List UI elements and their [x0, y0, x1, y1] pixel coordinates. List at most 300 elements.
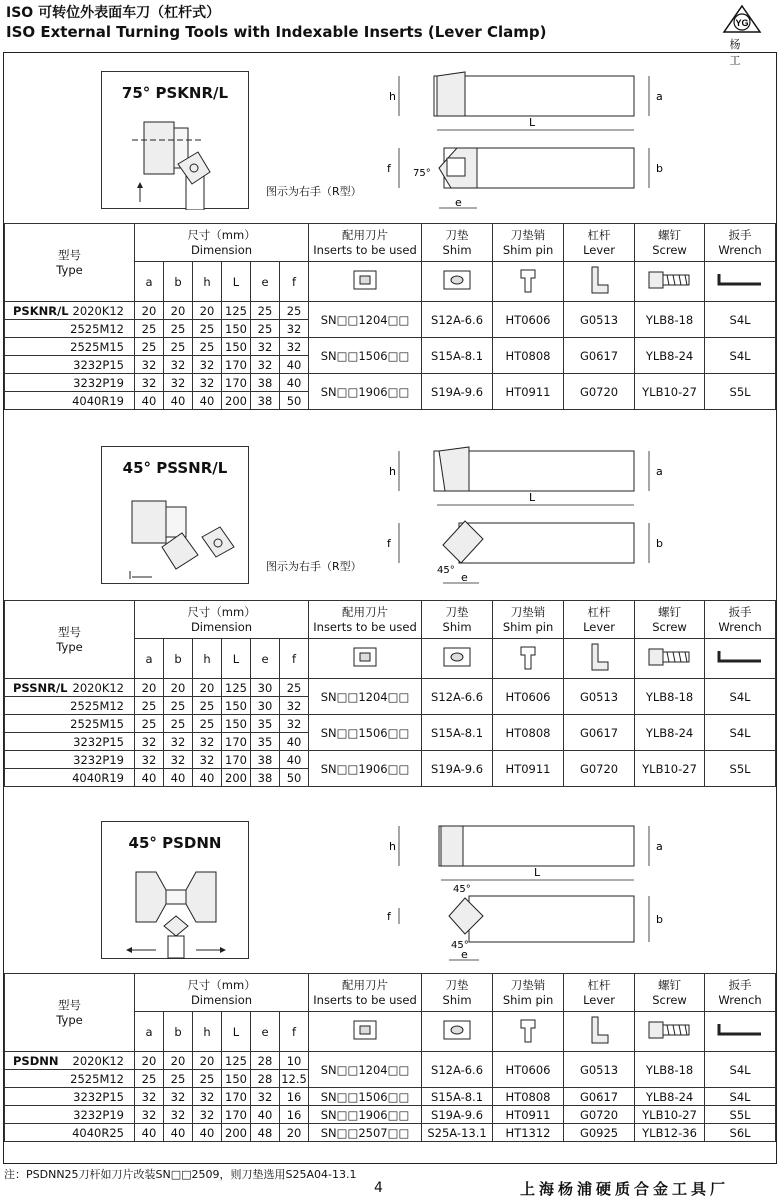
dim-col-f: f: [280, 1012, 309, 1052]
dim-col-L: L: [222, 262, 251, 302]
series-name: PSKNR/L: [13, 303, 69, 318]
dim-value: 32: [135, 374, 164, 392]
type-cell: 4040R25: [5, 1124, 135, 1142]
right-hand-note: 图示为右手（R型）: [266, 185, 362, 198]
dim-value: 20: [193, 1052, 222, 1070]
dim-value: 32: [164, 751, 193, 769]
dim-value: 40: [280, 751, 309, 769]
svg-text:f: f: [387, 162, 391, 175]
dim-value: 25: [193, 697, 222, 715]
type-cell: 2525M12: [5, 320, 135, 338]
dim-value: 25: [164, 697, 193, 715]
svg-text:f: f: [387, 537, 391, 550]
content-frame: [3, 52, 777, 1164]
table-row: [5, 1088, 776, 1106]
company-name: 上海杨浦硬质合金工具厂: [520, 1180, 730, 1198]
dim-col-e: e: [251, 262, 280, 302]
pin-value: HT0808: [493, 338, 564, 374]
screw-value: YLB8-18: [635, 302, 705, 338]
type-cell: 4040R19: [5, 769, 135, 787]
wrench-header: 扳手 Wrench: [705, 601, 776, 639]
dim-value: 32: [251, 338, 280, 356]
dim-value: 32: [135, 356, 164, 374]
illustration-box: [101, 71, 249, 209]
insert-image: [309, 639, 422, 679]
dim-value: 40: [164, 769, 193, 787]
right-hand-note: 图示为右手（R型）: [266, 560, 362, 573]
shim-pin-icon: [511, 266, 545, 294]
type-header: 型号 Type: [5, 601, 135, 679]
svg-text:a: a: [656, 465, 663, 478]
dim-value: 25: [135, 1070, 164, 1088]
pin-value: HT0606: [493, 302, 564, 338]
lever-icon: [582, 265, 616, 295]
dim-value: 25: [251, 320, 280, 338]
lever-icon: [582, 642, 616, 672]
dimension-header: 尺寸（mm） Dimension: [135, 974, 309, 1012]
screw-header: 螺钉 Screw: [635, 601, 705, 639]
dim-value: 32: [193, 374, 222, 392]
dim-col-h: h: [193, 1012, 222, 1052]
dim-col-L: L: [222, 639, 251, 679]
table-row: [5, 751, 776, 769]
wrench-image: [705, 639, 776, 679]
screw-header: 螺钉 Screw: [635, 224, 705, 262]
dim-value: 32: [280, 338, 309, 356]
section-psdnn-drawing: [4, 803, 775, 973]
dim-value: 28: [251, 1070, 280, 1088]
dim-value: 125: [222, 1052, 251, 1070]
section-pssnr-drawing: [4, 428, 775, 600]
dim-value: 20: [135, 1052, 164, 1070]
type-cell: 2525M12: [5, 1070, 135, 1088]
table-row: [5, 715, 776, 733]
shim-value: S12A-6.6: [422, 1052, 493, 1088]
pin-header: 刀垫销 Shim pin: [493, 974, 564, 1012]
insert-value: SN□□1506□□: [309, 715, 422, 751]
pin-image: [493, 262, 564, 302]
screw-image: [635, 1012, 705, 1052]
dim-value: 32: [280, 320, 309, 338]
dim-value: 20: [135, 679, 164, 697]
shim-value: S19A-9.6: [422, 374, 493, 410]
insert-header: 配用刀片 Inserts to be used: [309, 601, 422, 639]
dim-value: 40: [135, 769, 164, 787]
dim-value: 35: [251, 733, 280, 751]
type-cell: PSDNN 2020K12: [5, 1052, 135, 1070]
dim-value: 40: [193, 1124, 222, 1142]
dim-value: 38: [251, 751, 280, 769]
dim-value: 32: [164, 356, 193, 374]
type-header: 型号 Type: [5, 974, 135, 1052]
svg-text:b: b: [656, 162, 663, 175]
shim-icon: [440, 1018, 474, 1042]
dim-value: 200: [222, 392, 251, 410]
lever-icon: [582, 1015, 616, 1045]
wrench-image: [705, 262, 776, 302]
wrench-value: S4L: [705, 679, 776, 715]
dim-col-b: b: [164, 262, 193, 302]
dim-col-a: a: [135, 639, 164, 679]
spec-table-pssnr: [4, 600, 776, 787]
dim-value: 25: [251, 302, 280, 320]
dim-value: 40: [193, 769, 222, 787]
dim-value: 40: [164, 392, 193, 410]
type-cell: PSKNR/L 2020K12: [5, 302, 135, 320]
dim-value: 40: [280, 733, 309, 751]
dim-value: 20: [193, 302, 222, 320]
type-cell: 3232P15: [5, 733, 135, 751]
shim-image: [422, 262, 493, 302]
dim-value: 32: [135, 751, 164, 769]
wrench-value: S5L: [705, 751, 776, 787]
svg-text:45°: 45°: [437, 565, 455, 576]
dim-value: 170: [222, 733, 251, 751]
wrench-value: S4L: [705, 715, 776, 751]
insert-header: 配用刀片 Inserts to be used: [309, 224, 422, 262]
dim-value: 32: [164, 733, 193, 751]
dim-value: 25: [193, 715, 222, 733]
dim-value: 25: [164, 715, 193, 733]
dim-value: 150: [222, 697, 251, 715]
dim-value: 32: [193, 1106, 222, 1124]
shim-pin-icon: [511, 1016, 545, 1044]
screw-icon: [643, 1016, 697, 1044]
dim-value: 40: [135, 1124, 164, 1142]
svg-text:e: e: [455, 196, 462, 209]
dim-value: 200: [222, 769, 251, 787]
insert-image: [309, 262, 422, 302]
pin-value: HT0911: [493, 374, 564, 410]
type-cell: PSSNR/L 2020K12: [5, 679, 135, 697]
logo-triangle-icon: [722, 4, 762, 34]
illustration-box: [101, 446, 249, 584]
type-cell: 3232P15: [5, 1088, 135, 1106]
dim-value: 16: [280, 1088, 309, 1106]
screw-value: YLB10-27: [635, 374, 705, 410]
dim-col-b: b: [164, 639, 193, 679]
dim-value: 25: [164, 320, 193, 338]
dim-value: 28: [251, 1052, 280, 1070]
svg-text:h: h: [389, 840, 396, 853]
type-cell: 2525M15: [5, 715, 135, 733]
dim-value: 25: [280, 679, 309, 697]
insert-value: SN□□1906□□: [309, 374, 422, 410]
svg-text:L: L: [529, 491, 536, 504]
wrench-value: S4L: [705, 1052, 776, 1088]
dim-value: 25: [280, 302, 309, 320]
insert-value: SN□□1204□□: [309, 1052, 422, 1088]
illustration-box: [101, 821, 249, 959]
screw-value: YLB8-24: [635, 1088, 705, 1106]
lever-value: G0720: [564, 1106, 635, 1124]
shim-value: S12A-6.6: [422, 302, 493, 338]
section-psknr-drawing: [4, 53, 775, 223]
tool-usage-icon: [102, 822, 250, 960]
pin-image: [493, 1012, 564, 1052]
dim-value: 32: [193, 751, 222, 769]
dim-value: 38: [251, 374, 280, 392]
dim-value: 32: [251, 356, 280, 374]
screw-value: YLB8-18: [635, 1052, 705, 1088]
dim-value: 170: [222, 751, 251, 769]
tool-dimension-drawing: [379, 808, 679, 973]
dim-value: 125: [222, 679, 251, 697]
dim-value: 170: [222, 1088, 251, 1106]
dim-col-a: a: [135, 1012, 164, 1052]
lever-value: G0720: [564, 374, 635, 410]
dim-value: 32: [164, 1106, 193, 1124]
type-cell: 2525M15: [5, 338, 135, 356]
shim-header: 刀垫 Shim: [422, 974, 493, 1012]
dim-value: 25: [135, 715, 164, 733]
dim-value: 20: [164, 302, 193, 320]
wrench-value: S6L: [705, 1124, 776, 1142]
dim-value: 40: [164, 1124, 193, 1142]
wrench-image: [705, 1012, 776, 1052]
wrench-icon: [713, 1018, 767, 1042]
lever-image: [564, 639, 635, 679]
insert-value: SN□□1506□□: [309, 338, 422, 374]
svg-text:a: a: [656, 840, 663, 853]
section-title: 45° PSSNR/L: [122, 459, 228, 477]
dim-col-L: L: [222, 1012, 251, 1052]
lever-value: G0513: [564, 679, 635, 715]
dim-value: 25: [193, 1070, 222, 1088]
dim-value: 40: [251, 1106, 280, 1124]
series-name: PSDNN: [13, 1053, 59, 1068]
type-header: 型号 Type: [5, 224, 135, 302]
lever-value: G0720: [564, 751, 635, 787]
dim-value: 32: [280, 697, 309, 715]
dim-value: 50: [280, 392, 309, 410]
dim-value: 20: [193, 679, 222, 697]
wrench-header: 扳手 Wrench: [705, 224, 776, 262]
dim-value: 38: [251, 392, 280, 410]
logo-mark: YG: [735, 18, 749, 28]
dim-col-f: f: [280, 262, 309, 302]
footnote: 注：PSDNN25刀杆如刀片改装SN□□2509，则刀垫选用S25A04-13.1: [4, 1168, 357, 1181]
screw-value: YLB12-36: [635, 1124, 705, 1142]
dim-col-e: e: [251, 1012, 280, 1052]
dim-value: 40: [280, 356, 309, 374]
insert-value: SN□□1204□□: [309, 679, 422, 715]
dim-value: 35: [251, 715, 280, 733]
insert-value: SN□□1906□□: [309, 751, 422, 787]
section-title: 75° PSKNR/L: [121, 84, 229, 102]
dim-value: 40: [280, 374, 309, 392]
dim-value: 32: [164, 374, 193, 392]
pin-image: [493, 639, 564, 679]
pin-value: HT0808: [493, 715, 564, 751]
dim-value: 38: [251, 769, 280, 787]
dim-value: 30: [251, 697, 280, 715]
spec-table-psdnn: [4, 973, 776, 1142]
dim-value: 32: [135, 1106, 164, 1124]
dim-value: 20: [164, 679, 193, 697]
dim-value: 32: [251, 1088, 280, 1106]
pin-value: HT0606: [493, 679, 564, 715]
dim-value: 25: [193, 320, 222, 338]
insert-icon: [348, 268, 382, 292]
lever-image: [564, 1012, 635, 1052]
screw-icon: [643, 266, 697, 294]
tool-dimension-drawing: [379, 433, 679, 598]
shim-value: S15A-8.1: [422, 338, 493, 374]
shim-icon: [440, 268, 474, 292]
dim-value: 32: [280, 715, 309, 733]
screw-header: 螺钉 Screw: [635, 974, 705, 1012]
dim-value: 150: [222, 320, 251, 338]
lever-value: G0617: [564, 338, 635, 374]
table-row: [5, 1052, 776, 1070]
pin-header: 刀垫销 Shim pin: [493, 224, 564, 262]
dim-value: 32: [135, 733, 164, 751]
dim-value: 125: [222, 302, 251, 320]
insert-icon: [348, 645, 382, 669]
logo-text: 杨 工: [729, 38, 755, 67]
dim-value: 16: [280, 1106, 309, 1124]
table-row: [5, 1106, 776, 1124]
table-row: [5, 679, 776, 697]
svg-text:e: e: [461, 948, 468, 961]
shim-value: S15A-8.1: [422, 1088, 493, 1106]
type-cell: 3232P19: [5, 1106, 135, 1124]
lever-header: 杠杆 Lever: [564, 974, 635, 1012]
dim-value: 20: [164, 1052, 193, 1070]
svg-text:h: h: [389, 90, 396, 103]
svg-text:e: e: [461, 571, 468, 584]
lever-header: 杠杆 Lever: [564, 601, 635, 639]
dim-value: 200: [222, 1124, 251, 1142]
page-header: [6, 4, 776, 67]
dim-value: 32: [193, 356, 222, 374]
tool-usage-icon: [102, 72, 250, 210]
shim-image: [422, 1012, 493, 1052]
screw-image: [635, 262, 705, 302]
shim-value: S19A-9.6: [422, 751, 493, 787]
dim-value: 30: [251, 679, 280, 697]
wrench-header: 扳手 Wrench: [705, 974, 776, 1012]
svg-text:a: a: [656, 90, 663, 103]
pin-value: HT0606: [493, 1052, 564, 1088]
dim-col-f: f: [280, 639, 309, 679]
series-name: PSSNR/L: [13, 680, 68, 695]
dim-value: 25: [193, 338, 222, 356]
dim-value: 50: [280, 769, 309, 787]
insert-header: 配用刀片 Inserts to be used: [309, 974, 422, 1012]
screw-value: YLB10-27: [635, 1106, 705, 1124]
dim-value: 150: [222, 1070, 251, 1088]
screw-value: YLB8-18: [635, 679, 705, 715]
dim-value: 150: [222, 715, 251, 733]
wrench-value: S4L: [705, 338, 776, 374]
screw-value: YLB8-24: [635, 715, 705, 751]
dim-value: 12.5: [281, 1071, 307, 1086]
type-cell: 2525M12: [5, 697, 135, 715]
insert-value: SN□□1906□□: [309, 1106, 422, 1124]
dim-col-h: h: [193, 262, 222, 302]
dim-value: 10: [280, 1052, 309, 1070]
svg-text:b: b: [656, 537, 663, 550]
dim-value: 150: [222, 338, 251, 356]
dim-col-b: b: [164, 1012, 193, 1052]
svg-text:b: b: [656, 913, 663, 926]
wrench-value: S5L: [705, 1106, 776, 1124]
screw-icon: [643, 643, 697, 671]
shim-value: S19A-9.6: [422, 1106, 493, 1124]
dim-col-h: h: [193, 639, 222, 679]
dimension-header: 尺寸（mm） Dimension: [135, 224, 309, 262]
dim-value: 25: [135, 320, 164, 338]
wrench-value: S4L: [705, 1088, 776, 1106]
table-row: [5, 338, 776, 356]
type-cell: 3232P19: [5, 751, 135, 769]
svg-text:f: f: [387, 910, 391, 923]
lever-value: G0617: [564, 715, 635, 751]
dim-value: 25: [135, 697, 164, 715]
spec-table-psknr: [4, 223, 776, 410]
dim-value: 48: [251, 1124, 280, 1142]
table-row: [5, 1124, 776, 1142]
dim-value: 25: [135, 338, 164, 356]
pin-value: HT0911: [493, 1106, 564, 1124]
svg-text:L: L: [534, 866, 541, 879]
dim-value: 25: [164, 1070, 193, 1088]
dim-col-a: a: [135, 262, 164, 302]
type-cell: 3232P19: [5, 374, 135, 392]
dim-col-e: e: [251, 639, 280, 679]
title-en: ISO External Turning Tools with Indexable Inserts (Lever Clamp): [6, 23, 547, 41]
lever-header: 杠杆 Lever: [564, 224, 635, 262]
type-cell: 4040R19: [5, 392, 135, 410]
lever-value: G0617: [564, 1088, 635, 1106]
svg-text:h: h: [389, 465, 396, 478]
screw-value: YLB8-24: [635, 338, 705, 374]
dim-value: 40: [135, 392, 164, 410]
shim-pin-icon: [511, 643, 545, 671]
title-cn: ISO 可转位外表面车刀（杠杆式）: [6, 5, 221, 21]
svg-text:75°: 75°: [413, 168, 431, 179]
shim-header: 刀垫 Shim: [422, 601, 493, 639]
shim-value: S15A-8.1: [422, 715, 493, 751]
lever-value: G0513: [564, 302, 635, 338]
dim-value: 20: [135, 302, 164, 320]
pin-header: 刀垫销 Shim pin: [493, 601, 564, 639]
svg-text:L: L: [529, 116, 536, 129]
insert-icon: [348, 1018, 382, 1042]
svg-text:45°: 45°: [451, 940, 469, 951]
wrench-value: S4L: [705, 302, 776, 338]
shim-value: S25A-13.1: [422, 1124, 493, 1142]
pin-value: HT1312: [493, 1124, 564, 1142]
table-row: [5, 302, 776, 320]
shim-value: S12A-6.6: [422, 679, 493, 715]
tool-usage-icon: [102, 447, 250, 585]
dim-value: 32: [193, 1088, 222, 1106]
dim-value: 25: [164, 338, 193, 356]
wrench-icon: [713, 268, 767, 292]
wrench-value: S5L: [705, 374, 776, 410]
dim-value: 32: [193, 733, 222, 751]
pin-value: HT0911: [493, 751, 564, 787]
dim-value: 32: [164, 1088, 193, 1106]
dimension-header: 尺寸（mm） Dimension: [135, 601, 309, 639]
dim-value: 40: [193, 392, 222, 410]
type-cell: 3232P15: [5, 356, 135, 374]
shim-header: 刀垫 Shim: [422, 224, 493, 262]
shim-image: [422, 639, 493, 679]
